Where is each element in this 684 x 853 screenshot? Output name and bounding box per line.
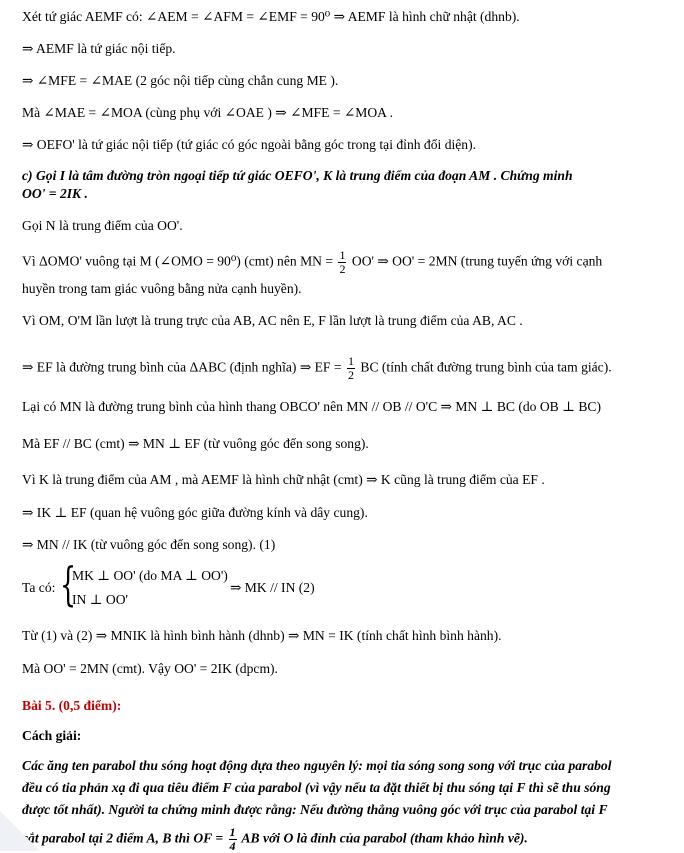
brace-icon: { xyxy=(60,557,77,611)
fraction-half xyxy=(338,249,346,276)
system-label: Ta có: xyxy=(22,580,56,595)
fraction-half xyxy=(347,355,355,382)
line-part: BC (tính chất đường trung bình của tam giác). xyxy=(360,359,612,375)
text-line: Mà OO' = 2MN (cmt). Vậy OO' = 2IK (dpcm). xyxy=(22,661,278,676)
text-line-with-fraction xyxy=(22,355,664,382)
fraction-numerator: 1 xyxy=(347,354,354,368)
text-line: Vì K là trung điểm của AM , mà AEMF là hình chữ nhật (cmt) ⇒ K cũng là trung điểm của EF . xyxy=(22,472,545,487)
text-line: Gọi N là trung điểm của OO'. xyxy=(22,218,183,233)
paragraph-line-with-fraction xyxy=(22,826,664,853)
text-line: ⇒ IK ⊥ EF (quan hệ vuông góc giữa đường kính và dây cung). xyxy=(22,505,368,520)
fraction-denominator: 2 xyxy=(347,368,354,382)
section-heading: Bài 5. (0,5 điểm): xyxy=(22,698,122,713)
equation-system xyxy=(22,557,662,614)
corner-decoration xyxy=(0,811,40,851)
paragraph-line: được tốt nhất). Người ta chứng minh được rằng: Nếu đường thẳng vuông góc với trục của parabol tại F xyxy=(22,802,608,817)
system-row: MK ⊥ OO' (do MA ⊥ OO') xyxy=(72,568,228,583)
fraction-quarter xyxy=(229,826,237,853)
text-line: Lại có MN là đường trung bình của hình thang OBCO' nên MN // OB // O'C ⇒ MN ⊥ BC (do OB ⊥ BC) xyxy=(22,399,601,414)
paragraph-line: đều có tia phản xạ đi qua tiêu điểm F của parabol (vì vậy nếu ta đặt thiết bị thu sóng tại F thì sẽ thu sóng xyxy=(22,780,611,795)
text-line: ⇒ AEMF là tứ giác nội tiếp. xyxy=(22,41,176,56)
line-part: Vì ΔOMO' vuông tại M (∠OMO = 90⁰) (cmt) nên MN = xyxy=(22,253,334,269)
line-part: ⇒ EF là đường trung bình của ΔABC (định nghĩa) ⇒ EF = xyxy=(22,359,342,375)
line-part: OO' ⇒ OO' = 2MN (trung tuyến ứng với cạnh xyxy=(351,253,603,269)
subheading: Cách giải: xyxy=(22,728,82,743)
line-part: AB với O là đỉnh của parabol (tham khảo hình vẽ). xyxy=(241,830,528,846)
part-c-heading: c) Gọi I là tâm đường tròn ngoại tiếp tứ giác OEFO', K là trung điểm của đoạn AM . Chứng minh xyxy=(22,168,573,183)
part-c-heading-cont: OO' = 2IK . xyxy=(22,186,88,201)
text-line: Vì OM, O'M lần lượt là trung trực của AB, AC nên E, F lần lượt là trung điểm của AB, AC . xyxy=(22,313,523,328)
text-line-with-fraction xyxy=(22,249,664,276)
paragraph-line: Các ăng ten parabol thu sóng hoạt động dựa theo nguyên lý: mọi tia sóng song song với trục của parabol xyxy=(22,758,612,773)
text-line: ⇒ MN // IK (từ vuông góc đến song song). (1) xyxy=(22,537,276,552)
text-line: Mà EF // BC (cmt) ⇒ MN ⊥ EF (từ vuông góc đến song song). xyxy=(22,436,369,451)
text-line: Mà ∠MAE = ∠MOA (cùng phụ với ∠OAE ) ⇒ ∠MFE = ∠MOA . xyxy=(22,105,394,120)
fraction-numerator: 1 xyxy=(229,825,236,839)
text-line: ⇒ OEFO' là tứ giác nội tiếp (tứ giác có góc ngoài bằng góc trong tại đỉnh đối diện). xyxy=(22,137,477,152)
text-line: Xét tứ giác AEMF có: ∠AEM = ∠AFM = ∠EMF = 90⁰ ⇒ AEMF là hình chữ nhật (dhnb). xyxy=(22,9,520,24)
text-line: huyền trong tam giác vuông bằng nửa cạnh huyền). xyxy=(22,281,302,296)
fraction-denominator: 4 xyxy=(229,839,236,853)
text-line: ⇒ ∠MFE = ∠MAE (2 góc nội tiếp cùng chắn cung ME ). xyxy=(22,73,339,88)
line-part: cắt parabol tại 2 điểm A, B thì OF = xyxy=(22,830,224,846)
text-line: Từ (1) và (2) ⇒ MNIK là hình bình hành (dhnb) ⇒ MN = IK (tính chất hình bình hành). xyxy=(22,628,502,643)
system-result: ⇒ MK // IN (2) xyxy=(230,580,315,595)
fraction-denominator: 2 xyxy=(339,262,346,276)
system-row: IN ⊥ OO' xyxy=(72,592,129,607)
fraction-numerator: 1 xyxy=(339,248,346,262)
